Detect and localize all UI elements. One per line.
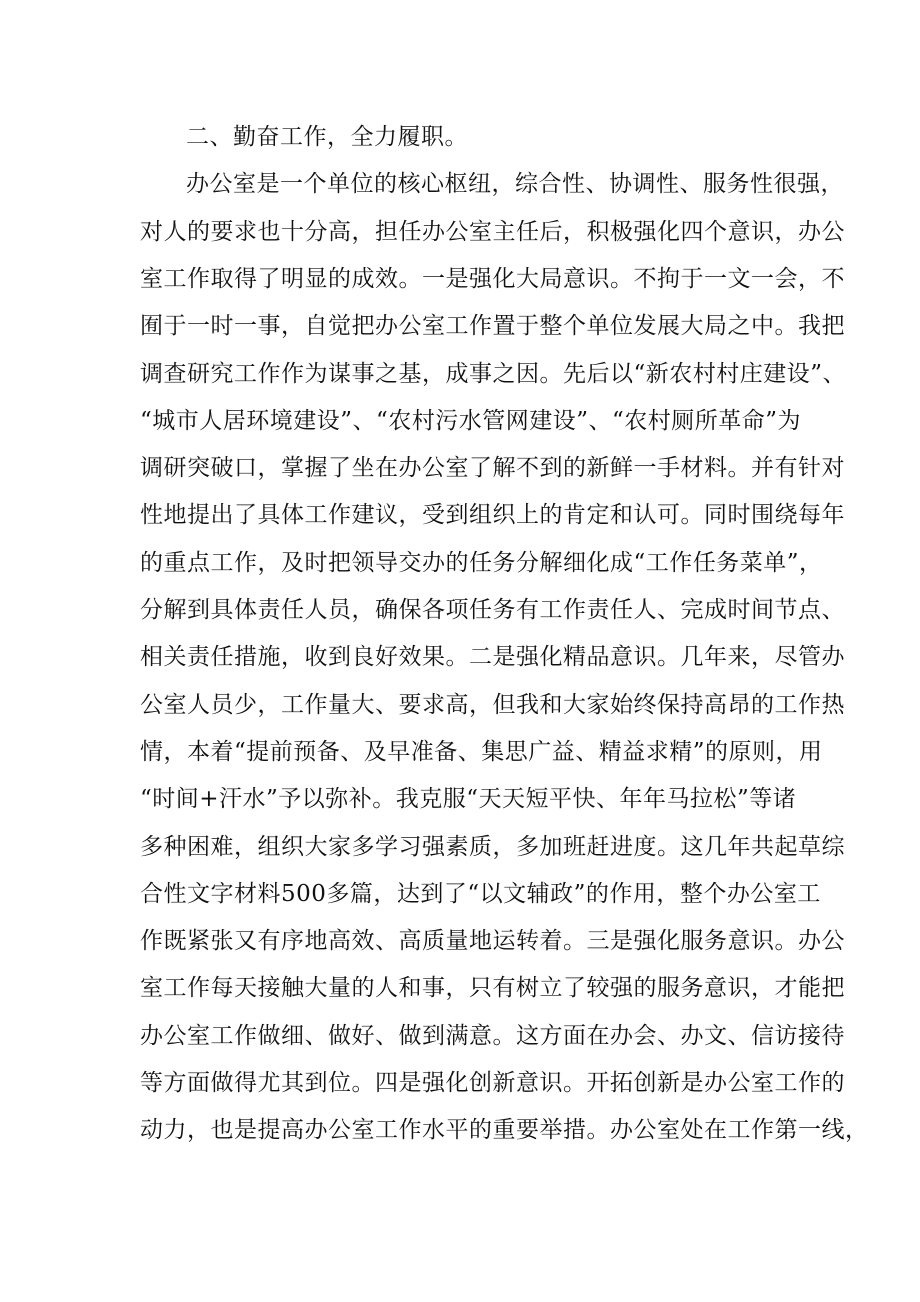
paragraph-line: 多种困难，组织大家多学习强素质，多加班赶进度。这几年共起草综 <box>140 833 845 860</box>
paragraph-line: 囿于一时一事，自觉把办公室工作置于整个单位发展大局之中。我把 <box>140 313 845 340</box>
paragraph-line: 情，本着“提前预备、及早准备、集思广益、精益求精”的原则，用 <box>140 738 823 765</box>
paragraph-line: 的重点工作，及时把领导交办的任务分解细化成“工作任务菜单”， <box>140 549 823 576</box>
paragraph-line: 相关责任措施，收到良好效果。二是强化精品意识。几年来，尽管办 <box>140 644 845 671</box>
paragraph-line: 室工作取得了明显的成效。一是强化大局意识。不拘于一文一会，不 <box>140 265 845 292</box>
paragraph-line: 办公室工作做细、做好、做到满意。这方面在办会、办文、信访接待 <box>140 1022 845 1049</box>
paragraph-line: 合性文字材料500多篇，达到了“以文辅政”的作用，整个办公室工 <box>140 880 821 907</box>
paragraph-line: 性地提出了具体工作建议，受到组织上的肯定和认可。同时围绕每年 <box>140 502 845 529</box>
paragraph-line: 室工作每天接触大量的人和事，只有树立了较强的服务意识，才能把 <box>140 975 845 1002</box>
paragraph-line: 公室人员少，工作量大、要求高，但我和大家始终保持高昂的工作热 <box>140 691 845 718</box>
paragraph-line: 对人的要求也十分高，担任办公室主任后，积极强化四个意识，办公 <box>140 218 845 245</box>
paragraph-line: 等方面做得尤其到位。四是强化创新意识。开拓创新是办公室工作的 <box>140 1070 845 1096</box>
paragraph-line: 作既紧张又有序地高效、高质量地运转着。三是强化服务意识。办公 <box>140 928 845 955</box>
paragraph-line: 动力，也是提高办公室工作水平的重要举措。办公室处在工作第一线， <box>140 1117 869 1144</box>
paragraph-line: 分解到具体责任人员，确保各项任务有工作责任人、完成时间节点、 <box>140 597 845 623</box>
paragraph-line: “城市人居环境建设”、“农村污水管网建设”、“农村厕所革命”为 <box>140 407 802 434</box>
paragraph-line: 调查研究工作作为谋事之基，成事之因。先后以“新农村村庄建设”、 <box>140 360 847 387</box>
paragraph-line: 调研突破口，掌握了坐在办公室了解不到的新鲜一手材料。并有针对 <box>140 455 845 482</box>
section-heading: 二、勤奋工作，全力履职。 <box>186 124 468 150</box>
paragraph-line: 办公室是一个单位的核心枢纽，综合性、协调性、服务性很强， <box>186 171 844 198</box>
paragraph-line: “时间+汗水”予以弥补。我克服“天天短平快、年年马拉松”等诸 <box>140 786 797 813</box>
